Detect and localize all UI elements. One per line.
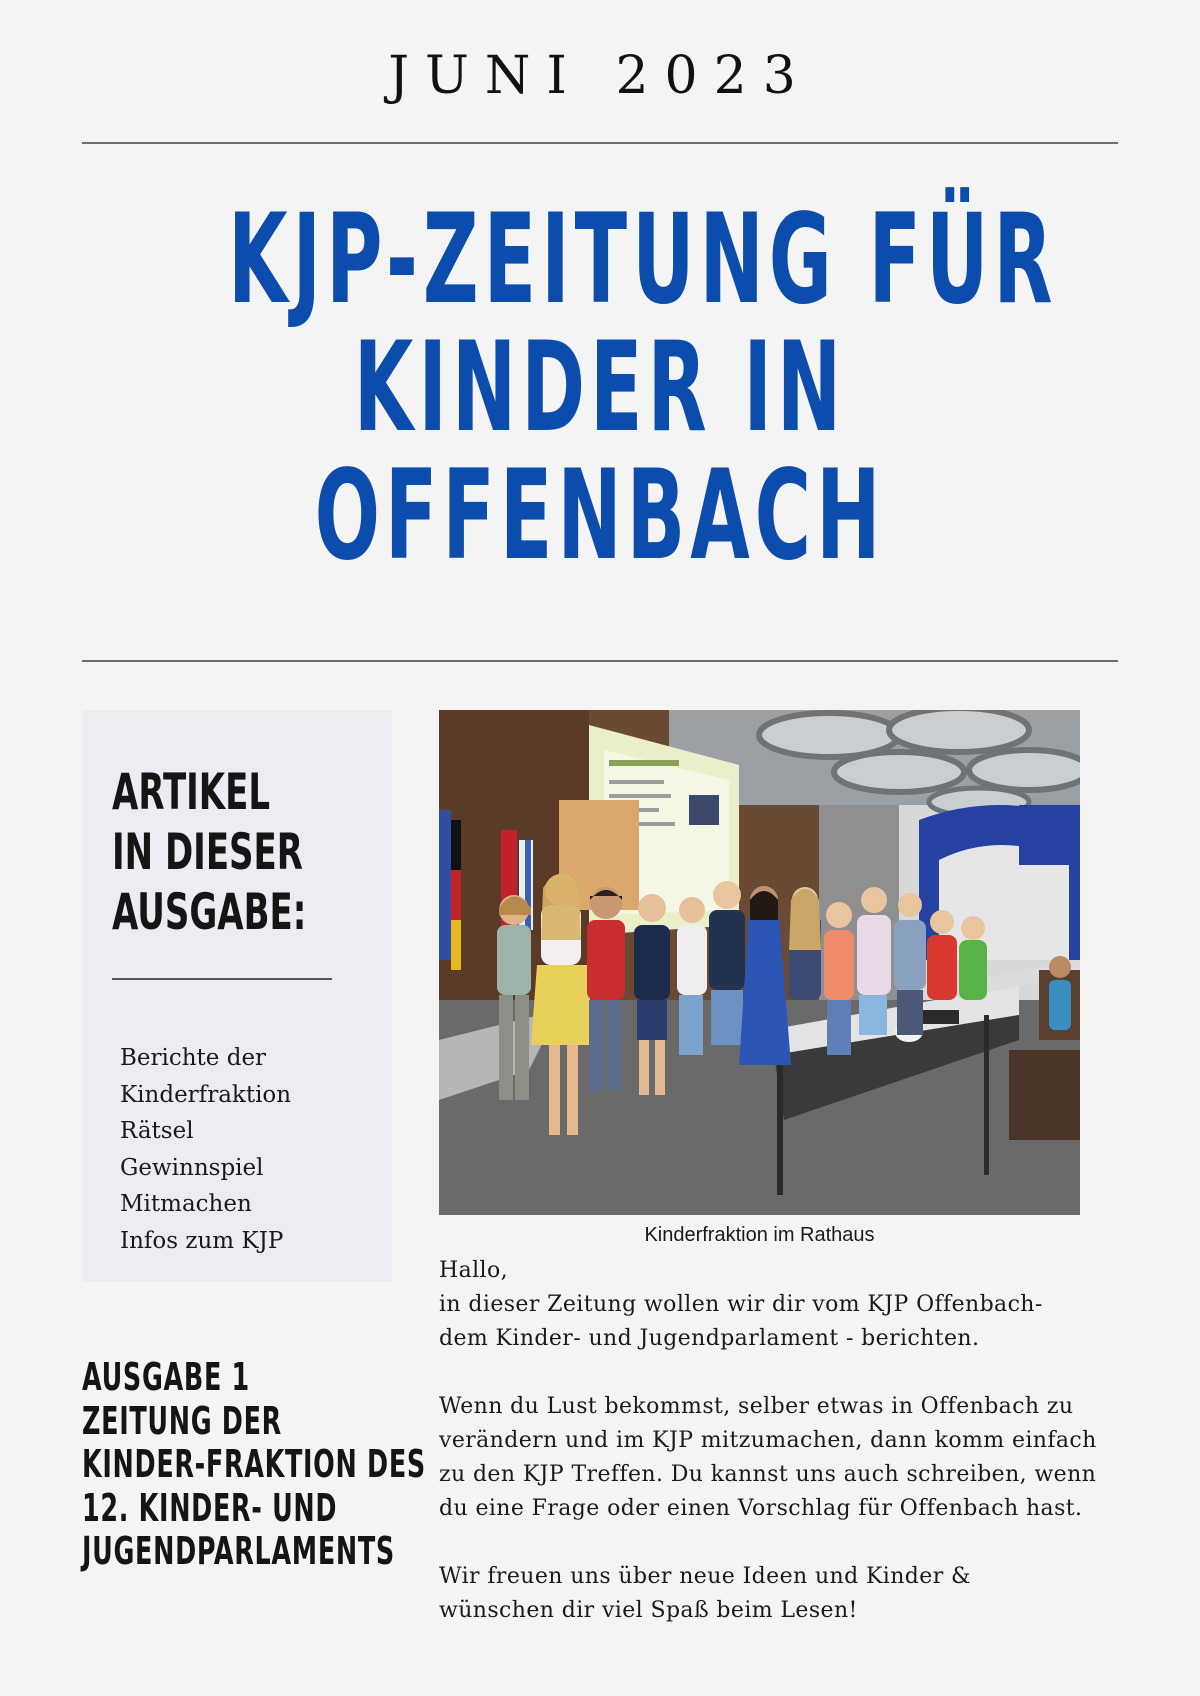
list-item: Mitmachen [120, 1191, 252, 1217]
paragraph [439, 1254, 1139, 1356]
title-line: OFFENBACH [314, 444, 886, 588]
paragraph [439, 1390, 1139, 1526]
divider-top [82, 142, 1118, 144]
contents-list [120, 1040, 291, 1259]
text-line: wünschen dir viel Spaß beim Lesen! [439, 1598, 858, 1623]
photo-caption: Kinderfraktion im Rathaus [644, 1224, 875, 1246]
paragraph [439, 1560, 1139, 1628]
contents-heading [112, 762, 306, 942]
list-item: Kinderfraktion [120, 1081, 292, 1108]
title-line: KINDER IN [353, 316, 847, 460]
issue-date: JUNI 2023 [388, 46, 812, 106]
list-item: Rätsel [120, 1118, 194, 1144]
text-line: zu den KJP Treffen. Du kannst uns auch schreiben, wenn [439, 1462, 1097, 1487]
text-line: verändern und im KJP mitzumachen, dann komm einfach [439, 1428, 1097, 1453]
heading-line: IN DIESER [112, 823, 303, 881]
issue-line: AUSGABE 1 [82, 1355, 250, 1399]
issue-info [82, 1356, 426, 1574]
text-line: Wir freuen uns über neue Ideen und Kinder & [439, 1564, 971, 1589]
sidebar-divider [112, 978, 332, 980]
issue-line: JUGENDPARLAMENTS [82, 1529, 395, 1573]
text-line: Wenn du Lust bekommst, selber etwas in Offenbach zu [439, 1394, 1074, 1419]
text-line: du eine Frage oder einen Vorschlag für Offenbach hast. [439, 1496, 1083, 1521]
list-item: Gewinnspiel [120, 1154, 264, 1181]
list-item: Infos zum KJP [120, 1227, 284, 1254]
group-photo [439, 710, 1080, 1215]
newspaper-title [228, 188, 1058, 588]
issue-line: ZEITUNG DER [82, 1398, 282, 1443]
text-line: Hallo, [439, 1258, 509, 1283]
article-body [439, 1254, 1139, 1662]
issue-line: 12. KINDER- UND [82, 1485, 338, 1530]
text-line: dem Kinder- und Jugendparlament - berichten. [439, 1326, 980, 1351]
text-line: in dieser Zeitung wollen wir dir vom KJP Offenbach- [439, 1292, 1043, 1317]
list-item: Berichte der [120, 1045, 267, 1071]
heading-line: ARTIKEL [112, 763, 271, 821]
heading-line: AUSGABE: [112, 883, 307, 941]
issue-line: KINDER-FRAKTION DES [82, 1442, 426, 1486]
title-line: KJP-ZEITUNG FÜR [228, 188, 1058, 332]
divider-middle [82, 660, 1118, 662]
